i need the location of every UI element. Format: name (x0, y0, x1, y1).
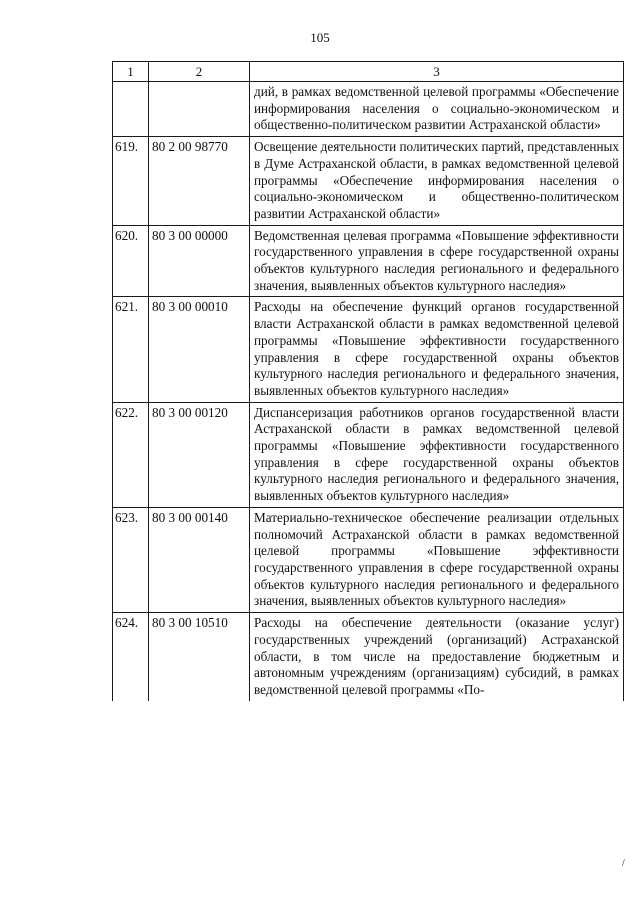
row-number-cell: 620. (113, 225, 149, 297)
row-code-cell: 80 3 00 00010 (149, 297, 250, 402)
row-code-cell: 80 3 00 10510 (149, 613, 250, 701)
row-code-cell: 80 3 00 00140 (149, 507, 250, 612)
row-number-cell (113, 82, 149, 137)
row-description-cell: Материально-техническое обеспечение реализации отдельных полномочий Астраханской области в рамках ведомственной целевой программы «Повышение эффективности государственного управления в сфере государственной охраны объектов культурного наследия регионального и федерального значения, выявленных объектов культурного наследия» (250, 507, 624, 612)
row-code-cell: 80 3 00 00000 (149, 225, 250, 297)
row-code-cell: 80 3 00 00120 (149, 402, 250, 507)
row-code-cell: 80 2 00 98770 (149, 137, 250, 226)
row-description-cell: Освещение деятельности политических партий, представленных в Думе Астраханской области, в рамках ведомственной целевой программы «Обеспечение информирования населения о социально-экономическом и общественно-политическом развитии Астраханской области» (250, 137, 624, 226)
row-number-cell: 621. (113, 297, 149, 402)
table-row (113, 507, 624, 612)
row-number-cell: 624. (113, 613, 149, 701)
table-row (113, 613, 624, 701)
table-row (113, 402, 624, 507)
row-description-cell: Расходы на обеспечение функций органов государственной власти Астраханской области в рамках ведомственной целевой программы «Повышение эффективности государственного управления в сфере государственной охраны объектов культурного наследия регионального и федерального значения, выявленных объектов культурного наследия» (250, 297, 624, 402)
row-number-cell: 619. (113, 137, 149, 226)
column-header-description: 3 (250, 62, 624, 82)
table-row (113, 225, 624, 297)
row-number-cell: 622. (113, 402, 149, 507)
budget-classification-table (112, 61, 624, 701)
row-code-cell (149, 82, 250, 137)
row-description-cell: Диспансеризация работников органов государственной власти Астраханской области в рамках ведомственной целевой программы «Повышение эффективности государственного управления в сфере государственной охраны объектов культурного наследия регионального и федерального значения, выявленных объектов культурного наследия» (250, 402, 624, 507)
table-row (113, 297, 624, 402)
table-row (113, 82, 624, 137)
page-number: 105 (310, 30, 330, 45)
row-description-cell: Ведомственная целевая программа «Повышение эффективности государственного управления в сфере государственной охраны объектов культурного наследия регионального и федерального значения, выявленных объектов культурного наследия» (250, 225, 624, 297)
edge-mark: / (622, 858, 625, 869)
column-header-number: 1 (113, 62, 149, 82)
row-number-cell: 623. (113, 507, 149, 612)
table-row (113, 137, 624, 226)
row-description-cell: Расходы на обеспечение деятельности (оказание услуг) государственных учреждений (организаций) Астраханской области, в том числе на предоставление бюджетным и автономным учреждениям (организациям) субсидий, в рамках ведомственной целевой программы «По- (250, 613, 624, 701)
row-description-cell: дий, в рамках ведомственной целевой программы «Обеспечение информирования населения о социально-экономическом и общественно-политическом развитии Астраханской области» (250, 82, 624, 137)
column-header-code: 2 (149, 62, 250, 82)
table-header-row (113, 62, 624, 82)
